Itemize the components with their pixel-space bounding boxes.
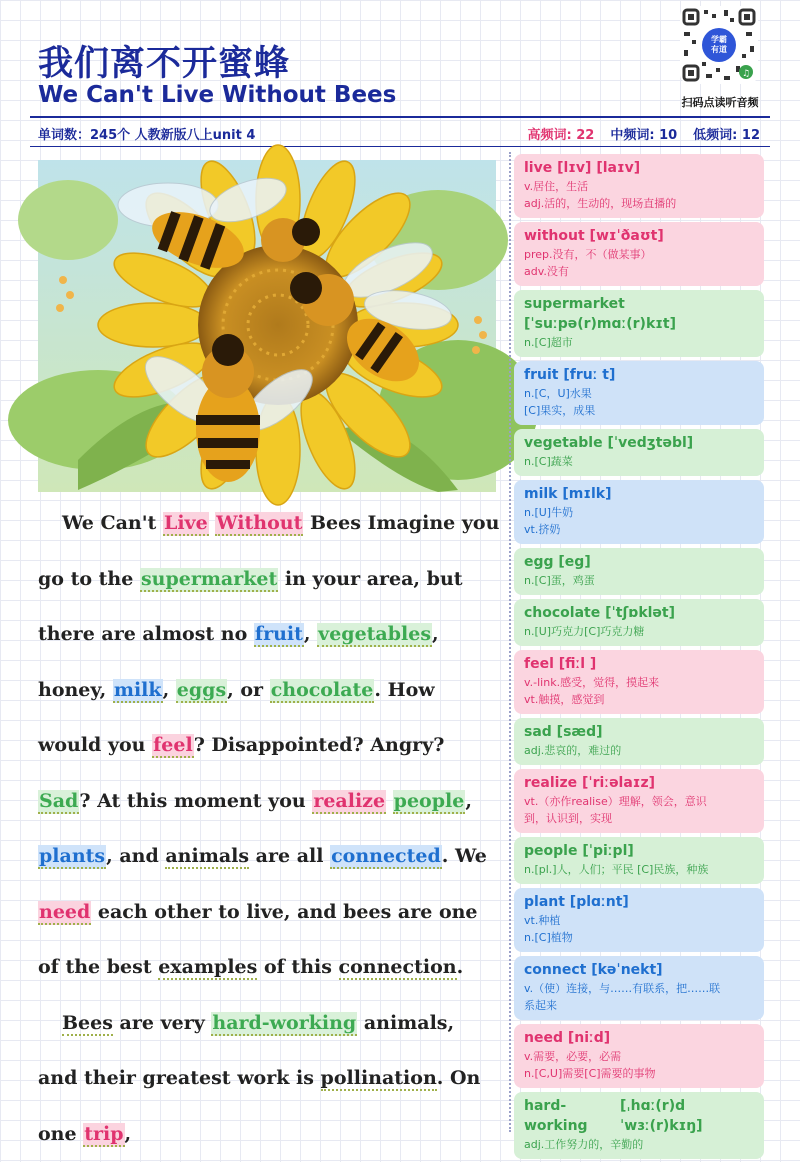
vocab-definition: n.[C]超市 [524,334,754,351]
qr-caption: 扫码点读听音频 [670,94,770,110]
text: in your area, but there are almost no [38,568,463,646]
vocab-head: live [lɪv] [laɪv] [524,158,754,178]
vocab-card[interactable] [514,599,764,646]
word-fruit[interactable]: fruit [254,623,304,647]
word-supermarket[interactable]: supermarket [140,568,278,592]
vocab-head [524,1096,754,1136]
vocab-definition: adj.活的，生动的，现场直播的 [524,195,754,212]
vocab-card[interactable] [514,650,764,714]
vocab-definition: 系起来 [524,997,754,1014]
word-examples[interactable]: examples [158,956,257,980]
vocab-definition: vt.触摸，感觉到 [524,691,754,708]
vocab-definition: n.[C,U]需要[C]需要的事物 [524,1065,754,1082]
text: . We [442,845,487,867]
vocab-definition: adj.悲哀的，难过的 [524,742,754,759]
word-vegetables[interactable]: vegetables [317,623,432,647]
vocabulary-list [514,154,764,1159]
qr-label-1: 学霸 [711,34,727,44]
word-need[interactable]: need [38,901,91,925]
page-title-cn: 我们离不开蜜蜂 [38,36,290,86]
vocab-card[interactable] [514,888,764,952]
vocab-head: need [niːd] [524,1028,754,1048]
vocab-ipa: [ˌhɑː(r)d [620,1096,703,1116]
vocab-head: milk [mɪlk] [524,484,754,504]
text: , and [106,845,165,867]
low-frequency-count: 低频词: 12 [693,124,760,143]
vocab-card[interactable] [514,548,764,595]
vocab-definition: 到，认识到，实现 [524,810,754,827]
vocab-definition: n.[C]蔬菜 [524,453,754,470]
word-trip[interactable]: trip [83,1123,124,1147]
text: . On one [38,1067,480,1145]
vocab-word: hard- [524,1096,620,1116]
stats-rule [30,146,770,147]
vocab-word: working [524,1116,620,1136]
word-animals[interactable]: animals [165,845,249,869]
word-connected[interactable]: connected [330,845,442,869]
text: are very [113,1012,211,1034]
word-count: 单词数：245个 人教新版八上unit 4 [38,124,255,143]
word-feel[interactable]: feel [152,734,194,758]
vocab-card[interactable] [514,429,764,476]
vocab-definition: v.居住，生活 [524,178,754,195]
vocab-card-hard-working[interactable] [514,1092,764,1159]
vocab-head: feel [fiːl ] [524,654,754,674]
vocab-head: without [wɪˈðaʊt] [524,226,754,246]
text: , [304,623,317,645]
article-paragraph-2 [38,996,500,1162]
vocab-definition: n.[C]蛋，鸡蛋 [524,572,754,589]
word-chocolate[interactable]: chocolate [270,679,375,703]
vocab-head: connect [kəˈnekt] [524,960,754,980]
vocab-definition: adj.工作努力的，辛勤的 [524,1136,754,1153]
music-note-icon: ♫ [742,69,750,79]
vocab-card[interactable] [514,837,764,884]
word-bees[interactable]: Bees [62,1012,113,1036]
vocab-card[interactable] [514,222,764,286]
word-plants[interactable]: plants [38,845,106,869]
vocab-ipa: ˈwɜː(r)kɪŋ] [620,1116,703,1136]
word-connection[interactable]: connection [339,956,457,980]
high-frequency-count: 高频词: 22 [528,124,595,143]
text: We Can't [62,512,163,534]
word-hard-working[interactable]: hard-working [211,1012,357,1036]
text: , or [227,679,270,701]
text: . How would you [38,679,435,757]
vocab-definition: adv.没有 [524,263,754,280]
mid-frequency-count: 中频词: 10 [610,124,677,143]
text: Bees Imagine you go to the [38,512,499,590]
vocab-card[interactable] [514,361,764,425]
qr-label-2: 有道 [711,44,727,54]
word-pollination[interactable]: pollination [321,1067,437,1091]
vocab-definition: n.[U]巧克力[C]巧克力糖 [524,623,754,640]
vocab-definition: vt.种植 [524,912,754,929]
text: ? Disappointed? Angry? [194,734,445,756]
vocab-card[interactable] [514,769,764,833]
word-without[interactable]: Without [215,512,303,536]
vocab-definition: n.[U]牛奶 [524,504,754,521]
vocab-card[interactable] [514,480,764,544]
vocab-definition: n.[C，U]水果 [524,385,754,402]
column-divider [509,152,511,1132]
text: of this [257,956,338,978]
text: ? At this moment you [79,790,312,812]
word-eggs[interactable]: eggs [176,679,227,703]
vocab-definition: vt.挤奶 [524,521,754,538]
vocab-definition: v.-link.感受，觉得，摸起来 [524,674,754,691]
vocab-head: realize [ˈriːəlaɪz] [524,773,754,793]
text: . [457,956,464,978]
text: , [163,679,176,701]
vocab-card[interactable] [514,718,764,765]
text: are all [249,845,330,867]
bees-sunflower-illustration [38,160,496,492]
word-live[interactable]: Live [163,512,209,536]
text: , [125,1123,132,1145]
text: , [465,790,472,812]
vocab-head: fruit [fruː t] [524,365,754,385]
header-rule [30,116,770,118]
frequency-stats [528,124,760,143]
vocab-definition: v.需要，必要，必需 [524,1048,754,1065]
vocab-head: sad [sæd] [524,722,754,742]
vocab-head: chocolate [ˈtʃɒklət] [524,603,754,623]
vocab-definition: v.（使）连接，与……有联系，把……联 [524,980,754,997]
vocab-head: egg [eg] [524,552,754,572]
page-title-en: We Can't Live Without Bees [38,82,396,108]
word-milk[interactable]: milk [113,679,163,703]
vocab-head: supermarket [ˈsuːpə(r)mɑː(r)kɪt] [524,294,754,334]
text: animals, and their greatest work is [38,1012,454,1090]
vocab-card[interactable] [514,956,764,1020]
vocab-head: vegetable [ˈvedʒtəbl] [524,433,754,453]
vocab-card[interactable] [514,290,764,357]
article-paragraph-1 [38,496,500,996]
vocab-card[interactable] [514,154,764,218]
word-people[interactable]: people [393,790,466,814]
word-realize[interactable]: realize [312,790,386,814]
vocab-head: people [ˈpiːpl] [524,841,754,861]
word-sad[interactable]: Sad [38,790,79,814]
vocab-definition: prep.没有，不（做某事） [524,246,754,263]
text: , honey, [38,623,439,701]
text: each other to live, and bees are one of the best [38,901,478,979]
vocab-card[interactable] [514,1024,764,1088]
vocab-definition: n.[C]植物 [524,929,754,946]
vocab-definition: [C]果实，成果 [524,402,754,419]
qr-code-icon[interactable] [680,6,758,84]
article-body [38,496,500,1162]
vocab-definition: n.[pl.]人，人们；平民 [C]民族，种族 [524,861,754,878]
vocab-head: plant [plɑːnt] [524,892,754,912]
text [386,790,393,812]
vocab-definition: vt.（亦作realise）理解，领会，意识 [524,793,754,810]
